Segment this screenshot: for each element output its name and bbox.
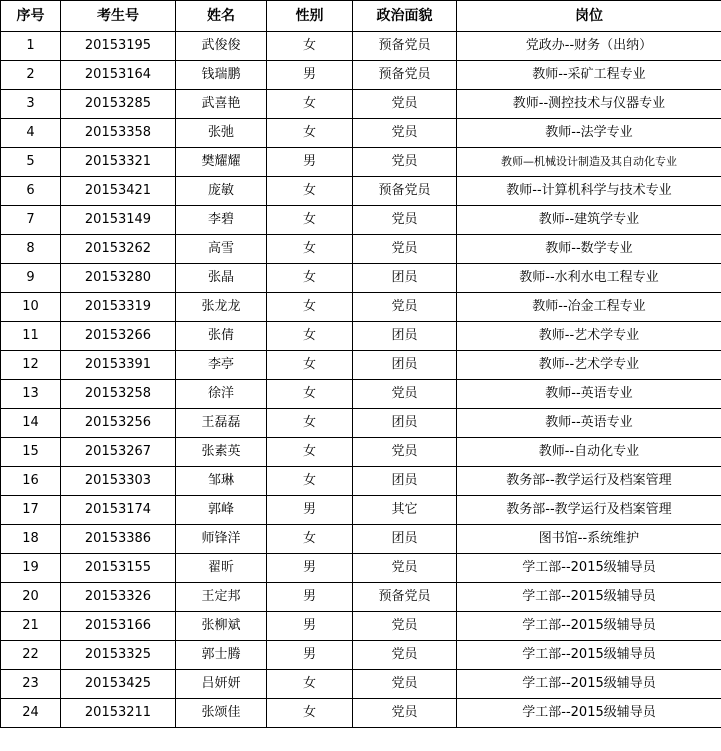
cell-gender: 男 [267, 583, 353, 612]
cell-political-status: 党员 [353, 699, 457, 728]
table-row [1, 32, 721, 61]
cell-index: 3 [1, 90, 61, 119]
cell-gender: 女 [267, 264, 353, 293]
cell-name: 邹琳 [176, 467, 267, 496]
cell-gender: 女 [267, 670, 353, 699]
table-row [1, 206, 721, 235]
cell-position: 教师--建筑学专业 [457, 206, 721, 235]
cell-gender: 男 [267, 61, 353, 90]
cell-political-status: 党员 [353, 293, 457, 322]
cell-exam-number: 20153155 [61, 554, 176, 583]
cell-exam-number: 20153285 [61, 90, 176, 119]
header-position: 岗位 [457, 1, 721, 32]
header-name: 姓名 [176, 1, 267, 32]
cell-exam-number: 20153326 [61, 583, 176, 612]
cell-exam-number: 20153164 [61, 61, 176, 90]
cell-name: 武俊俊 [176, 32, 267, 61]
cell-name: 庞敏 [176, 177, 267, 206]
cell-position: 教师--法学专业 [457, 119, 721, 148]
cell-gender: 男 [267, 612, 353, 641]
table-body [1, 32, 721, 728]
cell-political-status: 团员 [353, 409, 457, 438]
cell-name: 张素英 [176, 438, 267, 467]
cell-gender: 女 [267, 438, 353, 467]
cell-index: 9 [1, 264, 61, 293]
cell-political-status: 团员 [353, 467, 457, 496]
cell-index: 11 [1, 322, 61, 351]
header-row [1, 1, 721, 32]
cell-exam-number: 20153195 [61, 32, 176, 61]
table-row [1, 148, 721, 177]
cell-position: 教务部--教学运行及档案管理 [457, 467, 721, 496]
table-row [1, 293, 721, 322]
cell-gender: 女 [267, 351, 353, 380]
cell-exam-number: 20153174 [61, 496, 176, 525]
table-row [1, 322, 721, 351]
cell-index: 21 [1, 612, 61, 641]
cell-position: 学工部--2015级辅导员 [457, 699, 721, 728]
cell-gender: 女 [267, 322, 353, 351]
cell-name: 钱瑞鹏 [176, 61, 267, 90]
table-row [1, 670, 721, 699]
cell-political-status: 党员 [353, 148, 457, 177]
cell-position: 教师--英语专业 [457, 380, 721, 409]
cell-gender: 女 [267, 409, 353, 438]
cell-gender: 女 [267, 525, 353, 554]
cell-position: 教师--冶金工程专业 [457, 293, 721, 322]
cell-index: 6 [1, 177, 61, 206]
table-row [1, 467, 721, 496]
cell-exam-number: 20153319 [61, 293, 176, 322]
cell-position: 图书馆--系统维护 [457, 525, 721, 554]
cell-exam-number: 20153267 [61, 438, 176, 467]
cell-index: 10 [1, 293, 61, 322]
header-exam-number: 考生号 [61, 1, 176, 32]
cell-name: 张颂佳 [176, 699, 267, 728]
table-row [1, 438, 721, 467]
table-row [1, 90, 721, 119]
cell-position: 教师--采矿工程专业 [457, 61, 721, 90]
cell-political-status: 预备党员 [353, 583, 457, 612]
cell-exam-number: 20153321 [61, 148, 176, 177]
cell-name: 师锋洋 [176, 525, 267, 554]
cell-position: 学工部--2015级辅导员 [457, 612, 721, 641]
cell-gender: 男 [267, 554, 353, 583]
cell-exam-number: 20153325 [61, 641, 176, 670]
cell-political-status: 党员 [353, 612, 457, 641]
cell-index: 23 [1, 670, 61, 699]
table-header [1, 1, 721, 32]
cell-gender: 男 [267, 148, 353, 177]
cell-name: 高雪 [176, 235, 267, 264]
cell-exam-number: 20153258 [61, 380, 176, 409]
cell-exam-number: 20153358 [61, 119, 176, 148]
cell-political-status: 党员 [353, 380, 457, 409]
cell-gender: 女 [267, 293, 353, 322]
cell-index: 15 [1, 438, 61, 467]
cell-political-status: 团员 [353, 525, 457, 554]
table-row [1, 119, 721, 148]
cell-name: 徐洋 [176, 380, 267, 409]
cell-gender: 女 [267, 90, 353, 119]
cell-exam-number: 20153149 [61, 206, 176, 235]
cell-political-status: 党员 [353, 554, 457, 583]
table-row [1, 409, 721, 438]
table-row [1, 583, 721, 612]
cell-gender: 男 [267, 641, 353, 670]
cell-index: 13 [1, 380, 61, 409]
cell-index: 8 [1, 235, 61, 264]
table-row [1, 380, 721, 409]
cell-name: 张倩 [176, 322, 267, 351]
cell-name: 吕妍妍 [176, 670, 267, 699]
cell-index: 12 [1, 351, 61, 380]
cell-exam-number: 20153262 [61, 235, 176, 264]
cell-index: 4 [1, 119, 61, 148]
cell-name: 翟昕 [176, 554, 267, 583]
cell-position: 教师--自动化专业 [457, 438, 721, 467]
cell-political-status: 党员 [353, 119, 457, 148]
cell-index: 2 [1, 61, 61, 90]
cell-exam-number: 20153391 [61, 351, 176, 380]
cell-name: 郭士腾 [176, 641, 267, 670]
cell-name: 张弛 [176, 119, 267, 148]
cell-gender: 女 [267, 380, 353, 409]
cell-political-status: 团员 [353, 322, 457, 351]
table-row [1, 699, 721, 728]
cell-index: 19 [1, 554, 61, 583]
cell-name: 李亭 [176, 351, 267, 380]
cell-position: 学工部--2015级辅导员 [457, 554, 721, 583]
cell-name: 樊耀耀 [176, 148, 267, 177]
cell-political-status: 预备党员 [353, 177, 457, 206]
table-row [1, 177, 721, 206]
cell-index: 17 [1, 496, 61, 525]
cell-position: 教师--艺术学专业 [457, 351, 721, 380]
cell-position: 教师—机械设计制造及其自动化专业 [457, 148, 721, 177]
table-row [1, 612, 721, 641]
cell-gender: 女 [267, 235, 353, 264]
cell-name: 张龙龙 [176, 293, 267, 322]
table-row [1, 641, 721, 670]
cell-exam-number: 20153303 [61, 467, 176, 496]
cell-index: 24 [1, 699, 61, 728]
cell-index: 5 [1, 148, 61, 177]
table-row [1, 264, 721, 293]
cell-exam-number: 20153386 [61, 525, 176, 554]
cell-political-status: 党员 [353, 90, 457, 119]
cell-index: 20 [1, 583, 61, 612]
cell-index: 7 [1, 206, 61, 235]
table-row [1, 525, 721, 554]
cell-name: 武喜艳 [176, 90, 267, 119]
cell-name: 张晶 [176, 264, 267, 293]
header-gender: 性别 [267, 1, 353, 32]
cell-political-status: 其它 [353, 496, 457, 525]
cell-position: 党政办--财务（出纳） [457, 32, 721, 61]
cell-political-status: 预备党员 [353, 32, 457, 61]
cell-exam-number: 20153166 [61, 612, 176, 641]
cell-index: 1 [1, 32, 61, 61]
table-row [1, 554, 721, 583]
cell-index: 22 [1, 641, 61, 670]
cell-gender: 女 [267, 699, 353, 728]
cell-index: 16 [1, 467, 61, 496]
cell-political-status: 党员 [353, 641, 457, 670]
cell-position: 教师--测控技术与仪器专业 [457, 90, 721, 119]
cell-position: 教师--数学专业 [457, 235, 721, 264]
header-political-status: 政治面貌 [353, 1, 457, 32]
cell-name: 王定邦 [176, 583, 267, 612]
cell-political-status: 党员 [353, 670, 457, 699]
cell-position: 教师--水利水电工程专业 [457, 264, 721, 293]
cell-name: 郭峰 [176, 496, 267, 525]
cell-name: 王磊磊 [176, 409, 267, 438]
cell-index: 18 [1, 525, 61, 554]
cell-exam-number: 20153266 [61, 322, 176, 351]
cell-position: 教务部--教学运行及档案管理 [457, 496, 721, 525]
cell-name: 张柳斌 [176, 612, 267, 641]
cell-political-status: 党员 [353, 438, 457, 467]
cell-political-status: 预备党员 [353, 61, 457, 90]
cell-gender: 女 [267, 177, 353, 206]
cell-index: 14 [1, 409, 61, 438]
cell-exam-number: 20153280 [61, 264, 176, 293]
cell-political-status: 团员 [353, 351, 457, 380]
cell-political-status: 团员 [353, 264, 457, 293]
cell-position: 学工部--2015级辅导员 [457, 641, 721, 670]
cell-position: 教师--计算机科学与技术专业 [457, 177, 721, 206]
cell-position: 教师--艺术学专业 [457, 322, 721, 351]
cell-position: 学工部--2015级辅导员 [457, 670, 721, 699]
cell-exam-number: 20153425 [61, 670, 176, 699]
cell-position: 教师--英语专业 [457, 409, 721, 438]
cell-gender: 男 [267, 496, 353, 525]
cell-political-status: 党员 [353, 235, 457, 264]
table-row [1, 496, 721, 525]
table-row [1, 351, 721, 380]
cell-exam-number: 20153421 [61, 177, 176, 206]
cell-political-status: 党员 [353, 206, 457, 235]
cell-gender: 女 [267, 32, 353, 61]
cell-gender: 女 [267, 206, 353, 235]
table-row [1, 235, 721, 264]
cell-gender: 女 [267, 119, 353, 148]
cell-exam-number: 20153211 [61, 699, 176, 728]
cell-exam-number: 20153256 [61, 409, 176, 438]
header-index: 序号 [1, 1, 61, 32]
cell-name: 李碧 [176, 206, 267, 235]
cell-gender: 女 [267, 467, 353, 496]
cell-position: 学工部--2015级辅导员 [457, 583, 721, 612]
table-row [1, 61, 721, 90]
